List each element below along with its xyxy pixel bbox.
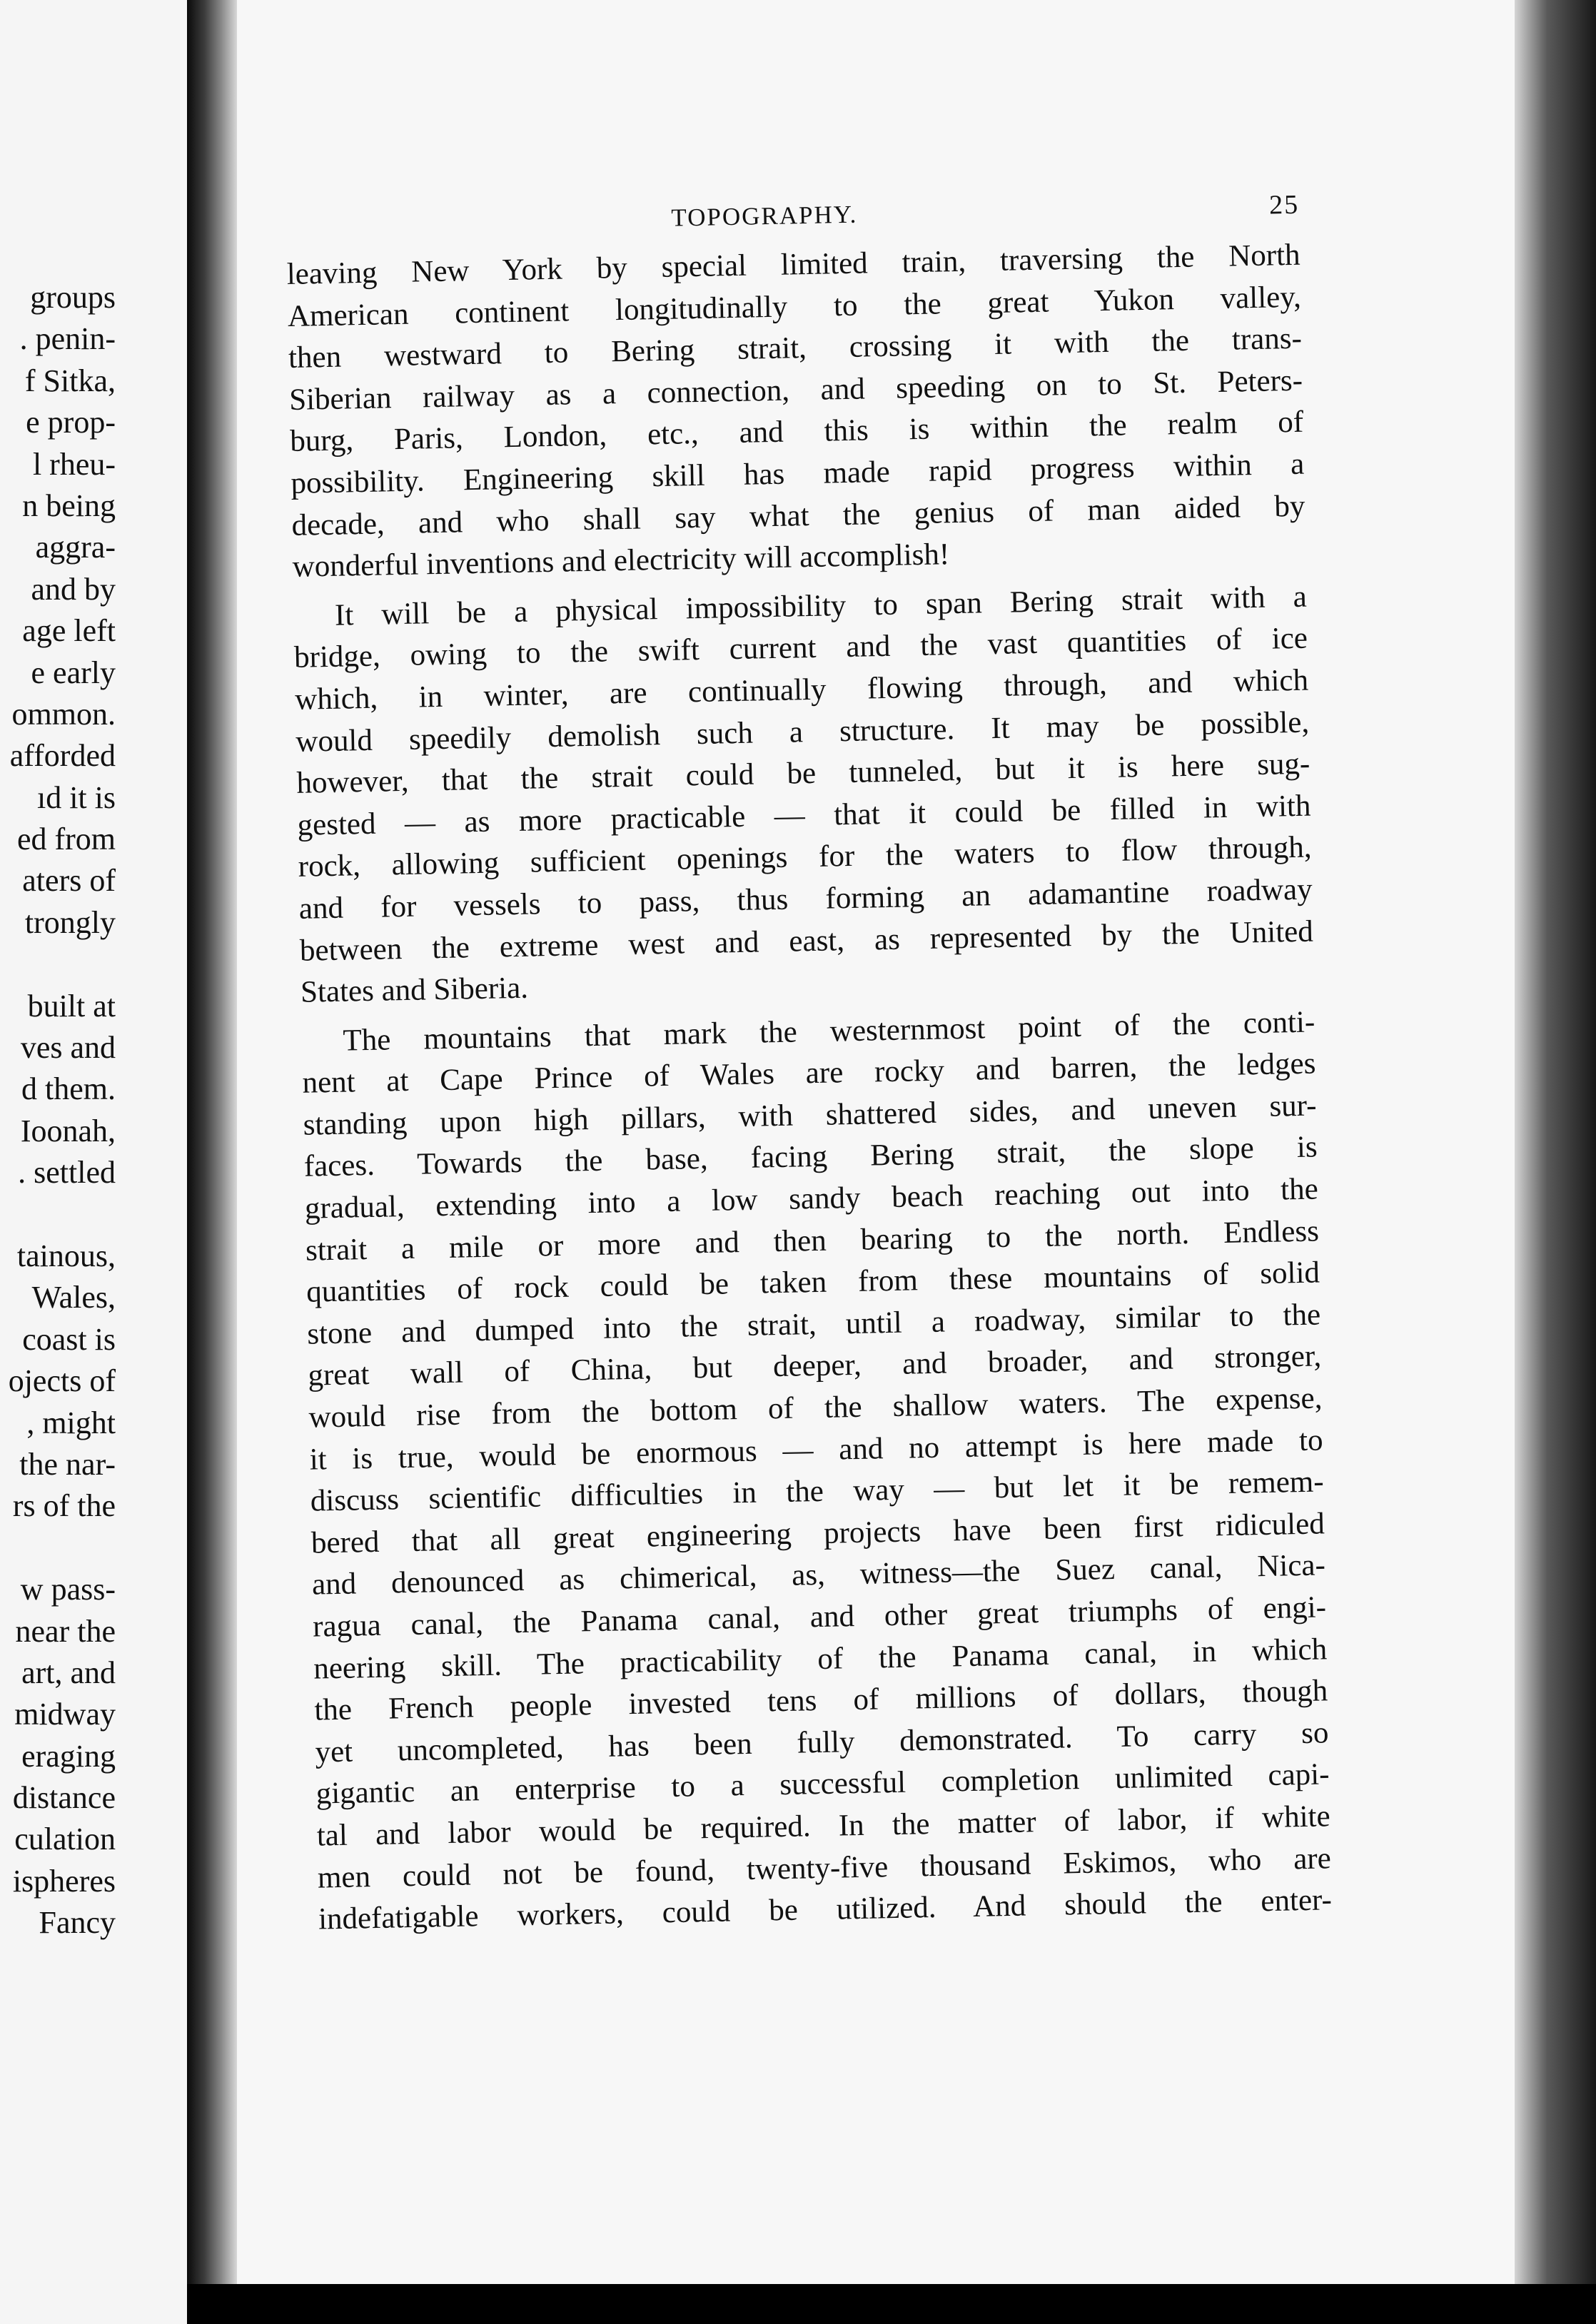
text-line: Siberian railway as a connection, and speeding on to St. Peters- <box>288 363 1303 417</box>
text-line: men could not be found, twenty-five thousand Eskimos, who are <box>317 1841 1332 1895</box>
left-line: trongly <box>24 904 116 940</box>
text-line: faces. Towards the base, facing Bering strait, the slope is <box>303 1130 1318 1184</box>
left-line <box>0 944 116 985</box>
left-line: ommon. <box>11 696 116 732</box>
left-line: art, and <box>21 1654 116 1690</box>
text-line: gigantic an enterprise to a successful completion unlimited capi- <box>315 1757 1330 1811</box>
left-line: ıd it is <box>36 779 116 815</box>
text-line: bridge, owing to the swift current and the vast quantities of ice <box>293 621 1308 675</box>
text-line: leaving New York by special limited train, traversing the North <box>286 238 1301 291</box>
text-line: rock, allowing sufficient openings for the waters to flow through, <box>298 830 1312 884</box>
text-line: quantities of rock could be taken from these mountains of solid <box>305 1256 1320 1309</box>
text-line: neering skill. The practicability of the Panama canal, in which <box>313 1632 1328 1686</box>
text-line: would speedily demolish such a structure. It may be possible, <box>295 705 1310 759</box>
left-line: age left <box>22 613 116 649</box>
left-line: Ioonah, <box>20 1113 116 1148</box>
paragraph-3 <box>301 1001 1332 1941</box>
page-bottom-edge <box>187 2284 1596 2324</box>
left-line: Fancy <box>39 1905 116 1941</box>
left-line: Wales, <box>31 1280 116 1315</box>
text-line: standing upon high pillars, with shattered sides, and uneven sur- <box>303 1088 1317 1142</box>
left-line: midway <box>14 1697 116 1732</box>
left-line: f Sitka, <box>24 363 116 398</box>
text-line: it is true, would be enormous — and no attempt is here made to <box>309 1423 1323 1477</box>
page-text-block <box>286 188 1333 1949</box>
page-edge <box>1515 0 1596 2324</box>
text-line: yet uncompleted, has been fully demonstrated. To carry so <box>315 1716 1329 1769</box>
text-line: would rise from the bottom of the shallow waters. The expense, <box>308 1381 1323 1435</box>
left-line: . settled <box>18 1155 116 1191</box>
text-line: It will be a physical impossibility to span Bering strait with a <box>334 580 1308 632</box>
text-line: stone and dumped into the strait, until a roadway, similar to the <box>306 1298 1321 1351</box>
left-line: aggra- <box>35 530 116 565</box>
text-line: wonderful inventions and electricity will accomplish! <box>292 537 950 585</box>
paragraph-2 <box>293 576 1314 1014</box>
text-line: discuss scientific difficulties in the way — but let it be remem- <box>310 1465 1325 1518</box>
left-line: rs of the <box>12 1488 116 1524</box>
left-line: tainous, <box>16 1238 116 1273</box>
page-number: 25 <box>1268 189 1300 221</box>
left-line: ves and <box>20 1030 116 1066</box>
previous-page <box>0 0 187 2324</box>
left-line <box>0 1194 116 1236</box>
text-line: nent at Cape Prince of Wales are rocky and barren, the ledges <box>302 1046 1316 1101</box>
left-line: the nar- <box>19 1446 116 1482</box>
paragraph-1 <box>286 235 1306 589</box>
left-line: ed from <box>16 822 116 857</box>
text-line: which, in winter, are continually flowing through, and which <box>294 663 1309 717</box>
text-line: burg, Paris, London, etc., and this is within the realm of <box>289 405 1304 459</box>
text-line: between the extreme west and east, as represented by the United <box>299 914 1314 968</box>
text-line: and for vessels to pass, thus forming an adamantine roadway <box>298 872 1313 926</box>
left-line: , might <box>26 1405 116 1440</box>
text-line: the French people invested tens of millions of dollars, though <box>313 1674 1328 1727</box>
text-line: however, that the strait could be tunneled, but it is here sug- <box>296 747 1310 800</box>
left-line: e prop- <box>26 405 116 440</box>
left-line: ojects of <box>8 1363 116 1399</box>
text-line: The mountains that mark the westernmost point of the conti- <box>342 1005 1315 1058</box>
text-line: great wall of China, but deeper, and broader, and stronger, <box>307 1339 1322 1393</box>
text-line: gested — as more practicable — that it could be filled in with <box>297 789 1311 842</box>
text-line: ragua canal, the Panama canal, and other great triumphs of engi- <box>312 1590 1327 1644</box>
left-line <box>0 1527 116 1569</box>
previous-page-text <box>0 277 116 1944</box>
left-line: l rheu- <box>32 446 116 482</box>
text-line: bered that all great engineering projects have been first ridiculed <box>310 1507 1325 1560</box>
text-line: tal and labor would be required. In the matter of labor, if white <box>316 1799 1331 1853</box>
text-line: decade, and who shall say what the genius of man aided by <box>291 489 1305 542</box>
left-line: e early <box>31 655 116 690</box>
left-line: n being <box>22 487 116 523</box>
left-line: afforded <box>9 738 116 774</box>
left-line: built at <box>27 988 116 1024</box>
text-line: States and Siberia. <box>300 971 529 1009</box>
left-line: d them. <box>21 1071 116 1107</box>
left-line: coast is <box>22 1321 116 1357</box>
left-line: ispheres <box>12 1863 116 1899</box>
left-line: w pass- <box>20 1572 116 1607</box>
left-line: eraging <box>21 1738 116 1774</box>
left-line: distance <box>12 1780 116 1816</box>
left-line: and by <box>31 571 116 607</box>
text-line: possibility. Engineering skill has made rapid progress within a <box>290 447 1305 500</box>
text-line: gradual, extending into a low sandy beach reaching out into the <box>304 1172 1319 1226</box>
text-line: strait a mile or more and then bearing to the north. Endless <box>305 1214 1320 1268</box>
book-gutter <box>187 0 237 2324</box>
text-line: then westward to Bering strait, crossing it with the trans- <box>288 321 1303 375</box>
left-line: groups <box>30 280 116 315</box>
text-line: and denounced as chimerical, as, witness—the Suez canal, Nica- <box>311 1548 1326 1602</box>
text-line: American continent longitudinally to the great Yukon valley, <box>287 280 1302 333</box>
text-line: indefatigable workers, could be utilized. And should the enter- <box>318 1883 1333 1936</box>
left-line: near the <box>15 1613 116 1649</box>
left-line: culation <box>14 1822 116 1857</box>
left-line: aters of <box>22 863 116 899</box>
running-head-title: TOPOGRAPHY. <box>671 200 858 232</box>
left-line: . penin- <box>19 321 116 357</box>
